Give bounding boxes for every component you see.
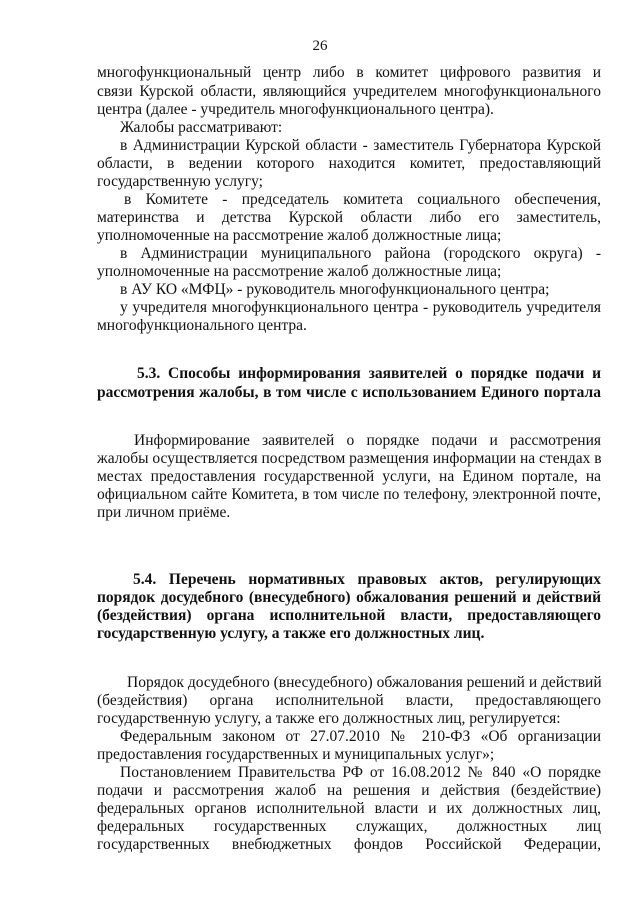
paragraph-line: государственную услугу;: [97, 173, 263, 190]
paragraph-line: предоставления государственных и муниципальных услуг»;: [97, 746, 495, 763]
paragraph-line: центра (далее - учредитель многофункционального центра).: [97, 101, 494, 118]
paragraph-line: Постановлением Правительства РФ от 16.08.2012 № 840 «О порядке: [120, 764, 601, 781]
paragraph-line: в Администрации муниципального района (городского округа) -: [120, 245, 601, 262]
paragraph-line: государственных внебюджетных фондов Российской Федерации,: [97, 836, 601, 853]
section-heading: государственную услугу, а также его должностных лиц.: [97, 625, 485, 642]
section-heading: 5.4. Перечень нормативных правовых актов, регулирующих: [133, 571, 601, 588]
paragraph-line: Федеральным законом от 27.07.2010 № 210-ФЗ «Об организации: [120, 728, 601, 745]
paragraph-line: Порядок досудебного (внесудебного) обжалования решений и действий: [127, 674, 602, 691]
paragraph-line: федеральных государственных служащих, должностных лиц: [97, 818, 601, 835]
paragraph-line: (бездействия) органа исполнительной власти, предоставляющего: [97, 692, 601, 709]
paragraph-line: у учредителя многофункционального центра - руководитель учредителя: [120, 299, 601, 316]
paragraph-line: местах предоставления государственной услуги, на Едином портале, на: [97, 468, 601, 485]
section-heading: 5.3. Способы информирования заявителей о порядке подачи и: [137, 365, 601, 382]
paragraph-line: государственную услугу, а также его должностных лиц, регулируется:: [97, 710, 561, 727]
paragraph-line: многофункционального центра.: [97, 317, 307, 334]
paragraph-line: Жалобы рассматривают:: [120, 119, 283, 136]
section-heading: рассмотрения жалобы, в том числе с использованием Единого портала: [97, 384, 601, 401]
paragraph-line: официальном сайте Комитета, в том числе по телефону, электронной почте,: [97, 486, 601, 503]
paragraph-line: многофункциональный центр либо в комитет цифрового развития и: [97, 64, 601, 81]
paragraph-line: федеральных органов исполнительной власти и их должностных лиц,: [97, 800, 601, 817]
paragraph-line: уполномоченные на рассмотрение жалоб должностные лица;: [97, 263, 502, 280]
paragraph-line: Информирование заявителей о порядке подачи и рассмотрения: [134, 432, 601, 449]
paragraph-line: в АУ КО «МФЦ» - руководитель многофункционального центра;: [120, 281, 550, 298]
page-number: 26: [312, 38, 328, 54]
paragraph-line: жалобы осуществляется посредством размещения информации на стендах в: [97, 450, 602, 467]
paragraph-line: области, в ведении которого находится комитет, предоставляющий: [97, 155, 601, 172]
paragraph-line: материнства и детства Курской области либо его заместитель,: [97, 209, 601, 226]
paragraph-line: в Администрации Курской области - заместитель Губернатора Курской: [120, 137, 601, 154]
paragraph-line: подачи и рассмотрения жалоб на решения и действия (бездействие): [97, 782, 601, 799]
paragraph-line: при личном приёме.: [97, 504, 231, 521]
section-heading: (бездействия) органа исполнительной власти, предоставляющего: [97, 607, 601, 624]
section-heading: порядок досудебного (внесудебного) обжалования решений и действий: [97, 589, 601, 606]
paragraph-line: связи Курской области, являющийся учредителем многофункционального: [97, 83, 601, 100]
paragraph-line: уполномоченные на рассмотрение жалоб должностные лица;: [97, 227, 502, 244]
paragraph-line: в Комитете - председатель комитета социального обеспечения,: [124, 191, 601, 208]
